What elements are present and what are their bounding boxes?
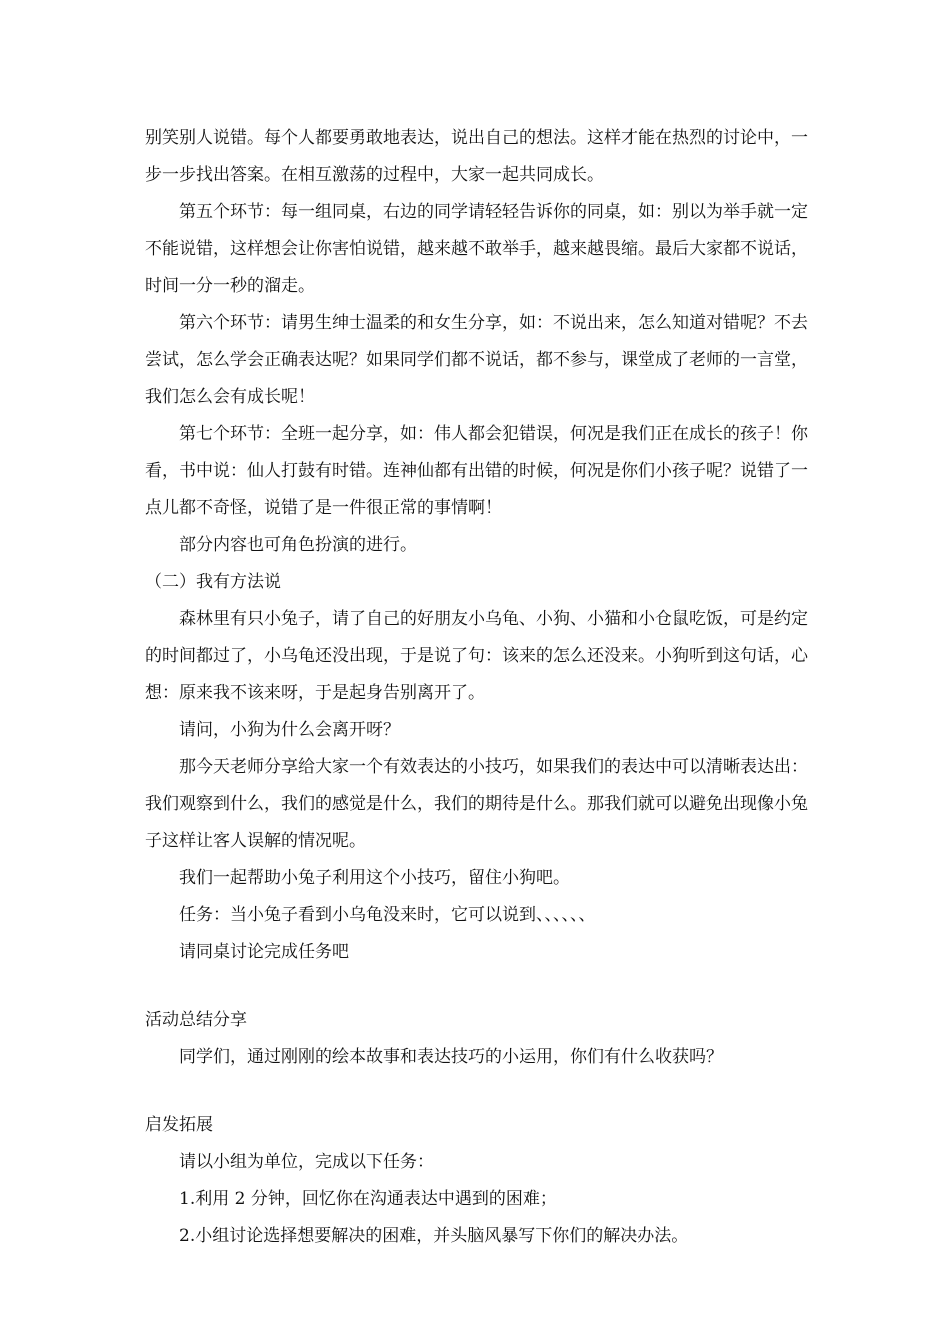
- paragraph-line: 点儿都不奇怪，说错了是一件很正常的事情啊！: [145, 498, 502, 518]
- paragraph-line: 请以小组为单位，完成以下任务：: [179, 1152, 434, 1172]
- paragraph-line: 我们观察到什么，我们的感觉是什么，我们的期待是什么。那我们就可以避免出现像小兔: [145, 794, 808, 814]
- paragraph-line: 子这样让客人误解的情况呢。: [145, 831, 366, 851]
- paragraph-line: 我们怎么会有成长呢！: [145, 387, 315, 407]
- paragraph-line: 任务：当小兔子看到小乌龟没来时，它可以说到、、、、、、: [179, 905, 596, 925]
- paragraph-line: 看，书中说：仙人打鼓有时错。连神仙都有出错的时候，何况是你们小孩子呢？说错了一: [145, 461, 808, 481]
- paragraph-line: 不能说错，这样想会让你害怕说错，越来越不敢举手，越来越畏缩。最后大家都不说话，: [145, 239, 808, 259]
- paragraph-line: 想：原来我不该来呀，于是起身告别离开了。: [145, 683, 485, 703]
- list-item: 2.小组讨论选择想要解决的困难，并头脑风暴写下你们的解决办法。: [179, 1226, 689, 1246]
- paragraph-line: 森林里有只小兔子，请了自己的好朋友小乌龟、小狗、小猫和小仓鼠吃饭，可是约定: [179, 609, 808, 629]
- paragraph-line: 我们一起帮助小兔子利用这个小技巧，留住小狗吧。: [179, 868, 570, 888]
- paragraph-line: 同学们，通过刚刚的绘本故事和表达技巧的小运用，你们有什么收获吗？: [179, 1047, 723, 1067]
- paragraph-line: 那今天老师分享给大家一个有效表达的小技巧，如果我们的表达中可以清晰表达出：: [179, 757, 808, 777]
- paragraph-line: 别笑别人说错。每个人都要勇敢地表达，说出自己的想法。这样才能在热烈的讨论中，一: [145, 128, 808, 148]
- paragraph-line: 请问，小狗为什么会离开呀？: [179, 720, 400, 740]
- paragraph-line: 第七个环节：全班一起分享，如：伟人都会犯错误，何况是我们正在成长的孩子！你: [179, 424, 808, 444]
- paragraph-line: 第五个环节：每一组同桌，右边的同学请轻轻告诉你的同桌，如：别以为举手就一定: [179, 202, 808, 222]
- paragraph-line: 步一步找出答案。在相互激荡的过程中，大家一起共同成长。: [145, 165, 604, 185]
- paragraph-line: 的时间都过了，小乌龟还没出现，于是说了句：该来的怎么还没来。小狗听到这句话，心: [145, 646, 808, 666]
- paragraph-line: 时间一分一秒的溜走。: [145, 276, 315, 296]
- section-heading: 启发拓展: [145, 1115, 213, 1135]
- section-heading: （二）我有方法说: [145, 572, 281, 592]
- list-item: 1.利用 2 分钟，回忆你在沟通表达中遇到的困难；: [179, 1189, 557, 1209]
- paragraph-line: 第六个环节：请男生绅士温柔的和女生分享，如：不说出来，怎么知道对错呢？不去: [179, 313, 808, 333]
- paragraph-line: 部分内容也可角色扮演的进行。: [179, 535, 417, 555]
- paragraph-line: 请同桌讨论完成任务吧: [179, 942, 349, 962]
- section-heading: 活动总结分享: [145, 1010, 247, 1030]
- paragraph-line: 尝试，怎么学会正确表达呢？如果同学们都不说话，都不参与，课堂成了老师的一言堂，: [145, 350, 808, 370]
